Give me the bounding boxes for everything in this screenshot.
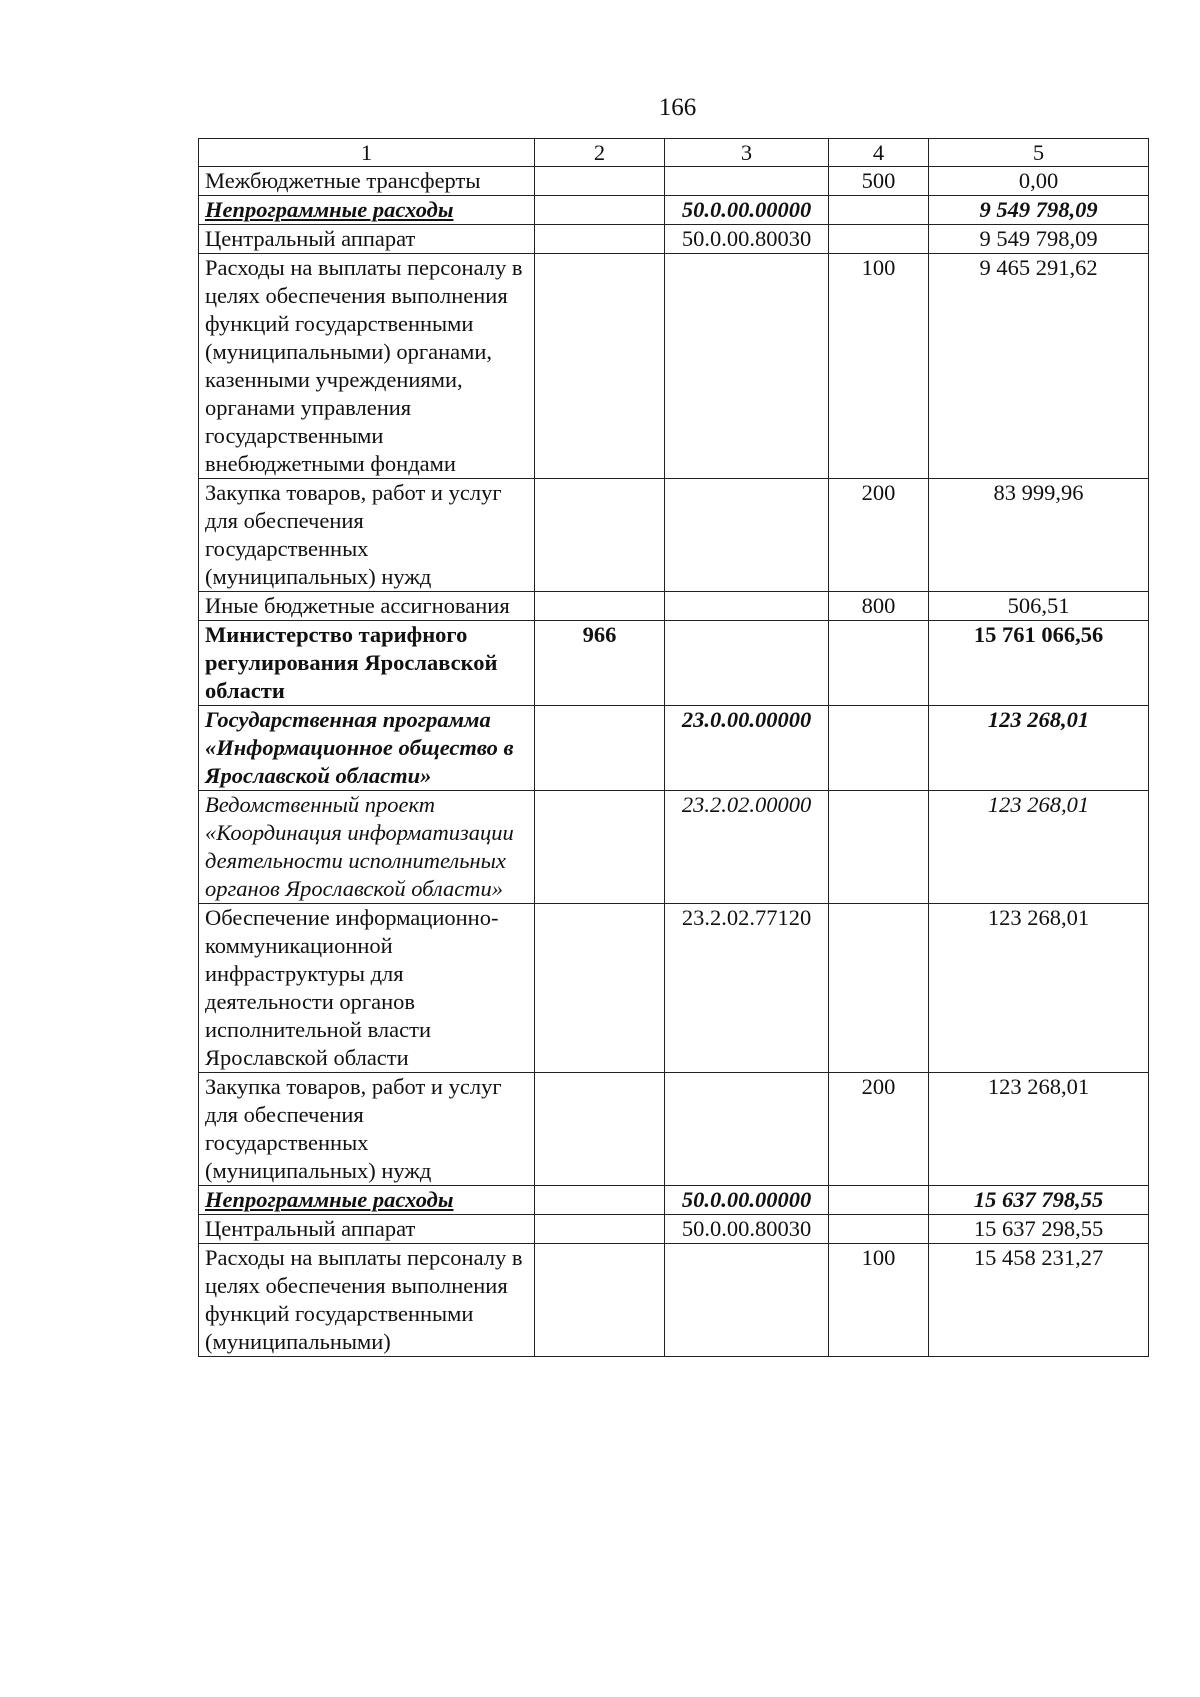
row-target-code: 50.0.00.80030 [665, 1215, 829, 1244]
row-name: Центральный аппарат [199, 225, 535, 254]
table-row [199, 904, 1149, 1073]
table-row [199, 592, 1149, 621]
row-ministry-code [535, 706, 665, 791]
column-header: 4 [829, 139, 929, 167]
row-expense-type: 200 [829, 1073, 929, 1186]
column-header: 2 [535, 139, 665, 167]
table-row [199, 254, 1149, 479]
table-row [199, 791, 1149, 904]
row-expense-type [829, 1215, 929, 1244]
table-row [199, 1244, 1149, 1357]
row-target-code: 50.0.00.00000 [665, 196, 829, 225]
row-name: Обеспечение информационно-коммуникационной инфраструктуры для деятельности органов исполнительной власти Ярославской области [199, 904, 535, 1073]
column-header: 5 [929, 139, 1149, 167]
row-amount: 0,00 [929, 167, 1149, 196]
row-name: Непрограммные расходы [199, 1186, 535, 1215]
row-name: Закупка товаров, работ и услуг для обеспечения государственных (муниципальных) нужд [199, 479, 535, 592]
row-name: Ведомственный проект «Координация информатизации деятельности исполнительных органов Ярославской области» [199, 791, 535, 904]
table-header-row [199, 139, 1149, 167]
row-ministry-code [535, 904, 665, 1073]
row-expense-type [829, 1186, 929, 1215]
row-name: Расходы на выплаты персоналу в целях обеспечения выполнения функций государственными (муниципальными) [199, 1244, 535, 1357]
row-ministry-code [535, 254, 665, 479]
row-amount: 15 637 298,55 [929, 1215, 1149, 1244]
column-header: 1 [199, 139, 535, 167]
row-expense-type: 200 [829, 479, 929, 592]
row-ministry-code [535, 225, 665, 254]
row-amount: 123 268,01 [929, 791, 1149, 904]
budget-table [198, 138, 1149, 1357]
table-row [199, 621, 1149, 706]
row-expense-type [829, 904, 929, 1073]
row-amount: 15 761 066,56 [929, 621, 1149, 706]
table-row [199, 1073, 1149, 1186]
row-ministry-code [535, 479, 665, 592]
row-target-code: 50.0.00.80030 [665, 225, 829, 254]
row-amount: 15 458 231,27 [929, 1244, 1149, 1357]
row-name: Закупка товаров, работ и услуг для обеспечения государственных (муниципальных) нужд [199, 1073, 535, 1186]
row-amount: 15 637 798,55 [929, 1186, 1149, 1215]
row-expense-type [829, 196, 929, 225]
row-target-code: 23.2.02.00000 [665, 791, 829, 904]
row-target-code [665, 1073, 829, 1186]
table-row [199, 167, 1149, 196]
table-row [199, 706, 1149, 791]
row-amount: 123 268,01 [929, 1073, 1149, 1186]
table-row [199, 196, 1149, 225]
row-name: Государственная программа «Информационное общество в Ярославской области» [199, 706, 535, 791]
table-row [199, 479, 1149, 592]
row-name: Иные бюджетные ассигнования [199, 592, 535, 621]
row-amount: 9 549 798,09 [929, 196, 1149, 225]
row-expense-type [829, 706, 929, 791]
row-ministry-code [535, 167, 665, 196]
row-name: Расходы на выплаты персоналу в целях обеспечения выполнения функций государственными (муниципальными) органами, казенными учреждениями, органами управления государственными внебюджетными фондами [199, 254, 535, 479]
row-name: Центральный аппарат [199, 1215, 535, 1244]
row-ministry-code [535, 196, 665, 225]
row-expense-type: 500 [829, 167, 929, 196]
row-amount: 506,51 [929, 592, 1149, 621]
row-ministry-code [535, 1244, 665, 1357]
row-target-code: 23.0.00.00000 [665, 706, 829, 791]
row-target-code [665, 592, 829, 621]
row-expense-type: 100 [829, 1244, 929, 1357]
row-ministry-code [535, 1186, 665, 1215]
row-amount: 123 268,01 [929, 904, 1149, 1073]
row-name: Министерство тарифного регулирования Ярославской области [199, 621, 535, 706]
row-expense-type [829, 225, 929, 254]
row-target-code [665, 254, 829, 479]
row-amount: 9 549 798,09 [929, 225, 1149, 254]
row-target-code [665, 621, 829, 706]
row-target-code [665, 479, 829, 592]
table-row [199, 1186, 1149, 1215]
row-ministry-code [535, 592, 665, 621]
row-expense-type [829, 621, 929, 706]
row-ministry-code [535, 1215, 665, 1244]
row-amount: 9 465 291,62 [929, 254, 1149, 479]
row-expense-type: 800 [829, 592, 929, 621]
row-ministry-code [535, 791, 665, 904]
row-expense-type: 100 [829, 254, 929, 479]
row-ministry-code: 966 [535, 621, 665, 706]
row-target-code: 50.0.00.00000 [665, 1186, 829, 1215]
table-row [199, 225, 1149, 254]
row-amount: 123 268,01 [929, 706, 1149, 791]
row-target-code [665, 1244, 829, 1357]
row-name: Межбюджетные трансферты [199, 167, 535, 196]
row-ministry-code [535, 1073, 665, 1186]
row-target-code [665, 167, 829, 196]
column-header: 3 [665, 139, 829, 167]
table-row [199, 1215, 1149, 1244]
row-expense-type [829, 791, 929, 904]
row-amount: 83 999,96 [929, 479, 1149, 592]
row-target-code: 23.2.02.77120 [665, 904, 829, 1073]
page-number: 166 [658, 94, 697, 121]
row-name: Непрограммные расходы [199, 196, 535, 225]
